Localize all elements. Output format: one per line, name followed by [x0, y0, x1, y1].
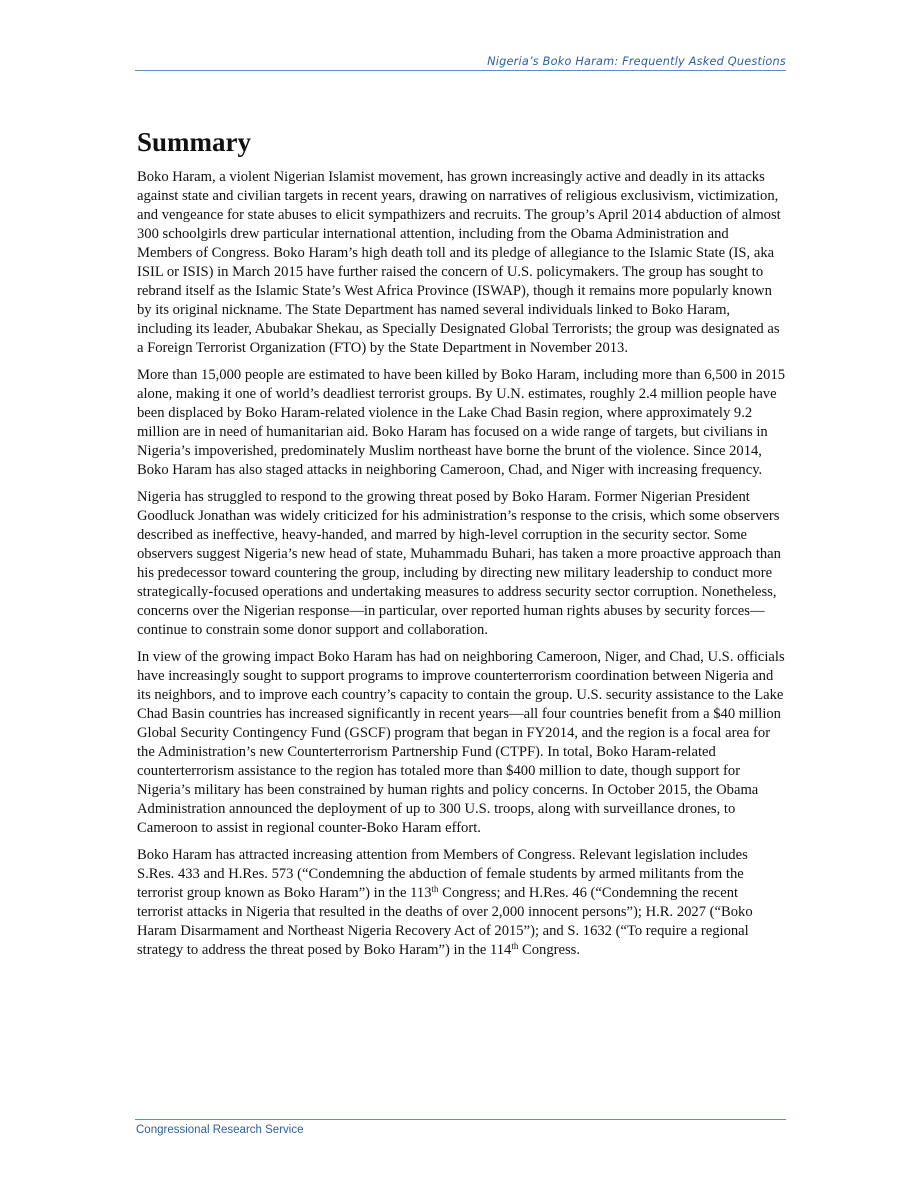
paragraph-nigeria-response: Nigeria has struggled to respond to the growing threat posed by Boko Haram. Former Nigerian President Goodluck Jonathan was widely criticized for his administration’s response to the crisis, which some observers described as ineffective, heavy-handed, and marred by high-level corruption in the security sector. Some observers suggest Nigeria’s new head of state, Muhammadu Buhari, has taken a more proactive approach than his predecessor toward countering the group, including by directing new military leadership to conduct more strategically-focused operations and undertaking measures to address security sector corruption. Nonetheless, concerns over the Nigerian response—in particular, over reported human rights abuses by security forces—continue to constrain some donor support and collaboration.	[137, 489, 781, 638]
footer-rule	[135, 1119, 786, 1120]
paragraph-congress-text-2: Congress; and H.Res. 46 (“Condemning the recent terrorist attacks in Nigeria that resulted in the deaths of over 2,000 innocent persons”); H.R. 2027 (“Boko Haram Disarmament and Northeast Nigeria Recovery Act of 2015”); and S. 1632 (“To require a regional strategy to address the threat posed by Boko Haram”) in the 114	[137, 885, 753, 958]
paragraph-congress	[137, 846, 787, 960]
section-title: Summary	[137, 127, 251, 157]
footer-publisher: Congressional Research Service	[136, 1124, 304, 1136]
paragraph-casualties: More than 15,000 people are estimated to have been killed by Boko Haram, including more than 6,500 in 2015 alone, making it one of world’s deadliest terrorist groups. By U.N. estimates, roughly 2.4 million people have been displaced by Boko Haram-related violence in the Lake Chad Basin region, where approximately 9.2 million are in need of humanitarian aid. Boko Haram has focused on a wide range of targets, but civilians in Nigeria’s impoverished, predominately Muslim northeast have borne the brunt of the violence. Since 2014, Boko Haram has also staged attacks in neighboring Cameroon, Chad, and Niger with increasing frequency.	[137, 367, 786, 478]
paragraph-overview: Boko Haram, a violent Nigerian Islamist movement, has grown increasingly active and deadly in its attacks against state and civilian targets in recent years, drawing on narratives of religious exclusivism, victimization, and vengeance for state abuses to elicit sympathizers and recruits. The group’s April 2014 abduction of almost 300 schoolgirls drew particular international attention, including from the Obama Administration and Members of Congress. Boko Haram’s high death toll and its pledge of allegiance to the Islamic State (IS, aka ISIL or ISIS) in March 2015 have further raised the concern of U.S. policymakers. The group has sought to rebrand itself as the Islamic State’s West Africa Province (ISWAP), though it remains more popularly known by its original nickname. The State Department has named several individuals linked to Boko Haram, including its leader, Abubakar Shekau, as Specially Designated Global Terrorists; the group was designated as a Foreign Terrorist Organization (FTO) by the State Department in November 2013.	[137, 169, 781, 356]
paragraph-congress-text-3: Congress.	[518, 942, 580, 958]
paragraph-congress-text-1: Boko Haram has attracted increasing attention from Members of Congress. Relevant legislation includes S.Res. 433 and H.Res. 573 (“Condemning the abduction of female students by armed militants from the terrorist group known as Boko Haram”) in the 113	[137, 847, 748, 901]
running-header	[135, 54, 786, 71]
ordinal-superscript-114: th	[511, 941, 519, 951]
ordinal-superscript-113: th	[431, 884, 439, 894]
running-header-title: Nigeria’s Boko Haram: Frequently Asked Questions	[487, 55, 786, 68]
summary-body	[137, 168, 787, 968]
paragraph-us-assistance: In view of the growing impact Boko Haram has had on neighboring Cameroon, Niger, and Chad, U.S. officials have increasingly sought to support programs to improve counterterrorism coordination between Nigeria and its neighbors, and to improve each country’s capacity to contain the group. U.S. security assistance to the Lake Chad Basin countries has increased significantly in recent years—all four countries benefit from a $40 million Global Security Contingency Fund (GSCF) program that began in FY2014, and the region is a focal area for the Administration’s new Counterterrorism Partnership Fund (CTPF). In total, Boko Haram-related counterterrorism assistance to the region has totaled more than $400 million to date, though support for Nigeria’s military has been constrained by human rights and policy concerns. In October 2015, the Obama Administration announced the deployment of up to 300 U.S. troops, along with surveillance drones, to Cameroon to assist in regional counter-Boko Haram effort.	[137, 649, 785, 836]
